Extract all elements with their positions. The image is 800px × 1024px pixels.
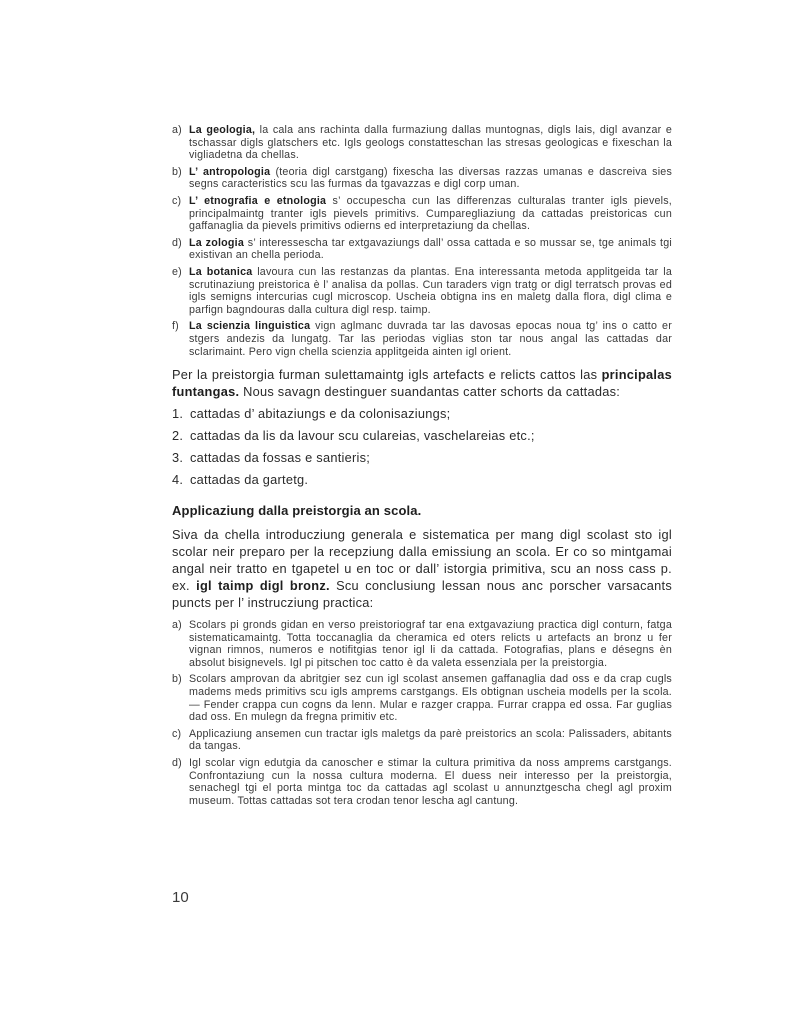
list-item (172, 237, 672, 262)
list-text: Scolars amprovan da abritgier sez cun igl scolast ansemen gaffanaglia dad oss e da crap cugls madems meds primitivs scu igls amprems carstgangs. Els obtignan uscheia modells per la scola. — Fender crappa cun cogns da lenn. Mular e razger crappa. Furrar crappa ed ossa. Far guglias dad oss. En mulegn da fregna primitiv etc. (189, 673, 672, 724)
list-item (172, 673, 672, 723)
list-marker: d) (172, 757, 182, 770)
list-item (172, 405, 672, 422)
list-term: La botanica (189, 265, 253, 278)
list-term: La zologia (189, 236, 244, 249)
finds-list (172, 405, 672, 488)
section-heading: Applicaziung dalla preistorgia an scola. (172, 503, 422, 519)
list-item (172, 266, 672, 316)
paragraph-term: principalas funtangas. (172, 367, 672, 400)
list-text: cattadas da fossas e santieris; (190, 450, 371, 466)
list-text: s’ interessescha tar extgavaziungs dall’ ossa cattada e so mussar se, tge animals tgi existivan an chella perioda. (189, 236, 672, 262)
list-marker: b) (172, 673, 182, 686)
page-number: 10 (172, 889, 189, 906)
list-text: Igl scolar vign edutgia da canoscher e stimar la cultura primitiva da noss amprems carstgangs. Confrontaziung cun la nossa cultura moderna. El duess neir interesso per la preistorgia, senachegl tgi el porta mintga toc da cattadas agl scolast u annunztgescha chegl agl proxim museum. Tottas cattadas sot tera crodan tenor lescha agl cantung. (189, 757, 672, 807)
page-body (172, 124, 672, 811)
list-marker: f) (172, 320, 179, 333)
paragraph-text: Siva da chella introducziung generala e sistematica per mang digl scolast sto igl scolar neir preparo per la recepziung dalla emissiung an scola. Er co so mintgamai angal neir tratto en tgapetel u en toc or dall’ istorgia primitiva, scu an noss cass p. ex. (172, 527, 672, 594)
paragraph-text: Scu conclusiung lessan nous anc porscher varsacants puncts per l’ instrucziung practica: (172, 578, 673, 611)
list-term: L’ etnografia e etnologia (189, 194, 327, 207)
paragraph-text: Per la preistorgia furman sulettamaintg igls artefacts e relicts cattos las (172, 367, 602, 383)
list-text: la cala ans rachinta dalla furmaziung dallas muntognas, digls lais, digl avanzar e tschassar digls glatschers etc. Igls geologs constatteschan las stresas geologicas e fixeschan la vigliadetna da chellas. (189, 124, 672, 162)
list-text: s’ occupescha cun las differenzas culturalas tranter igls pievels, principalmaintg tranter igls pievels primitivs. Cumparegliaziung da cattadas preistoricas cun gaffanaglia da pievels primitivs odierns ed interpretaziung da chellas. (189, 194, 672, 233)
list-text: Scolars pi gronds gidan en verso preistoriograf tar ena extgavaziung practica digl conturn, fatga sistematicamaintg. Totta toccanaglia da cheramica ed oters relicts u artefacts an bronz u fer vignan rimnos, numeros e notifitgias tenor igl li da cattada. Fotografias, plans e désegns èn absolut bisignevels. Igl pi pitschen toc catto è da valeta essenziala per la preistorgia. (189, 619, 672, 669)
list-number: 1. (172, 406, 184, 422)
list-item (172, 195, 672, 233)
paragraph-text: Nous savagn destinguer suandantas catter schorts da cattadas: (239, 384, 621, 400)
list-text: Applicaziung ansemen cun tractar igls maletgs da parè preistorics an scola: Palissaders, abitants da tangas. (189, 727, 672, 753)
list-item (172, 449, 672, 466)
sources-paragraph (172, 366, 672, 400)
practice-list (172, 619, 672, 807)
list-marker: e) (172, 265, 182, 278)
sciences-list (172, 124, 672, 358)
list-text: cattadas d’ abitaziungs e da colonisaziungs; (190, 406, 451, 422)
list-number: 3. (172, 450, 184, 466)
list-text: cattadas da gartetg. (190, 472, 309, 488)
list-text: cattadas da lis da lavour scu culareias, vaschelareias etc.; (190, 428, 535, 444)
list-marker: c) (172, 727, 182, 740)
list-item (172, 166, 672, 191)
list-item (172, 427, 672, 444)
list-item (172, 124, 672, 162)
list-text: lavoura cun las restanzas da plantas. Ena interessanta metoda applitgeida tar la scrutinaziung preistorica è l’ analisa da pollas. Cun taraders vign tratg or digl terratsch provas ed igls semigns intercurias cugl microscop. Uscheia obtigna ins en maletg dalla flora, digl clima e parfign bagndouras dalla cultura digl resp. taimp. (189, 265, 672, 316)
list-marker: b) (172, 165, 182, 178)
paragraph-term: igl taimp digl bronz. (196, 578, 330, 594)
list-term: La geologia, (189, 124, 256, 136)
list-term: La scienzia linguistica (189, 320, 311, 333)
list-item (172, 757, 672, 807)
list-number: 4. (172, 472, 184, 488)
list-marker: a) (172, 619, 182, 632)
list-marker: d) (172, 236, 182, 249)
list-text: vign aglmanc duvrada tar las davosas epocas noua tg’ ins o catto er stgers andezis da lungatg. Tar las periodas viglias ston tar nous angal las cattadas dar sclarimaint. Pero vign chella scienzia applitgeida ainten igl orient. (189, 320, 672, 358)
list-marker: a) (172, 124, 182, 136)
list-term: L’ antropologia (189, 165, 271, 178)
list-item (172, 320, 672, 358)
list-number: 2. (172, 428, 184, 444)
list-item (172, 471, 672, 488)
list-marker: c) (172, 194, 182, 207)
list-text: (teoria digl carstgang) fixescha las diversas razzas umanas e dascreiva sies segns caracteristics scu las furmas da tgavazzas e digl corp uman. (189, 165, 672, 191)
list-item (172, 728, 672, 753)
intro-paragraph (172, 526, 672, 611)
list-item (172, 619, 672, 669)
